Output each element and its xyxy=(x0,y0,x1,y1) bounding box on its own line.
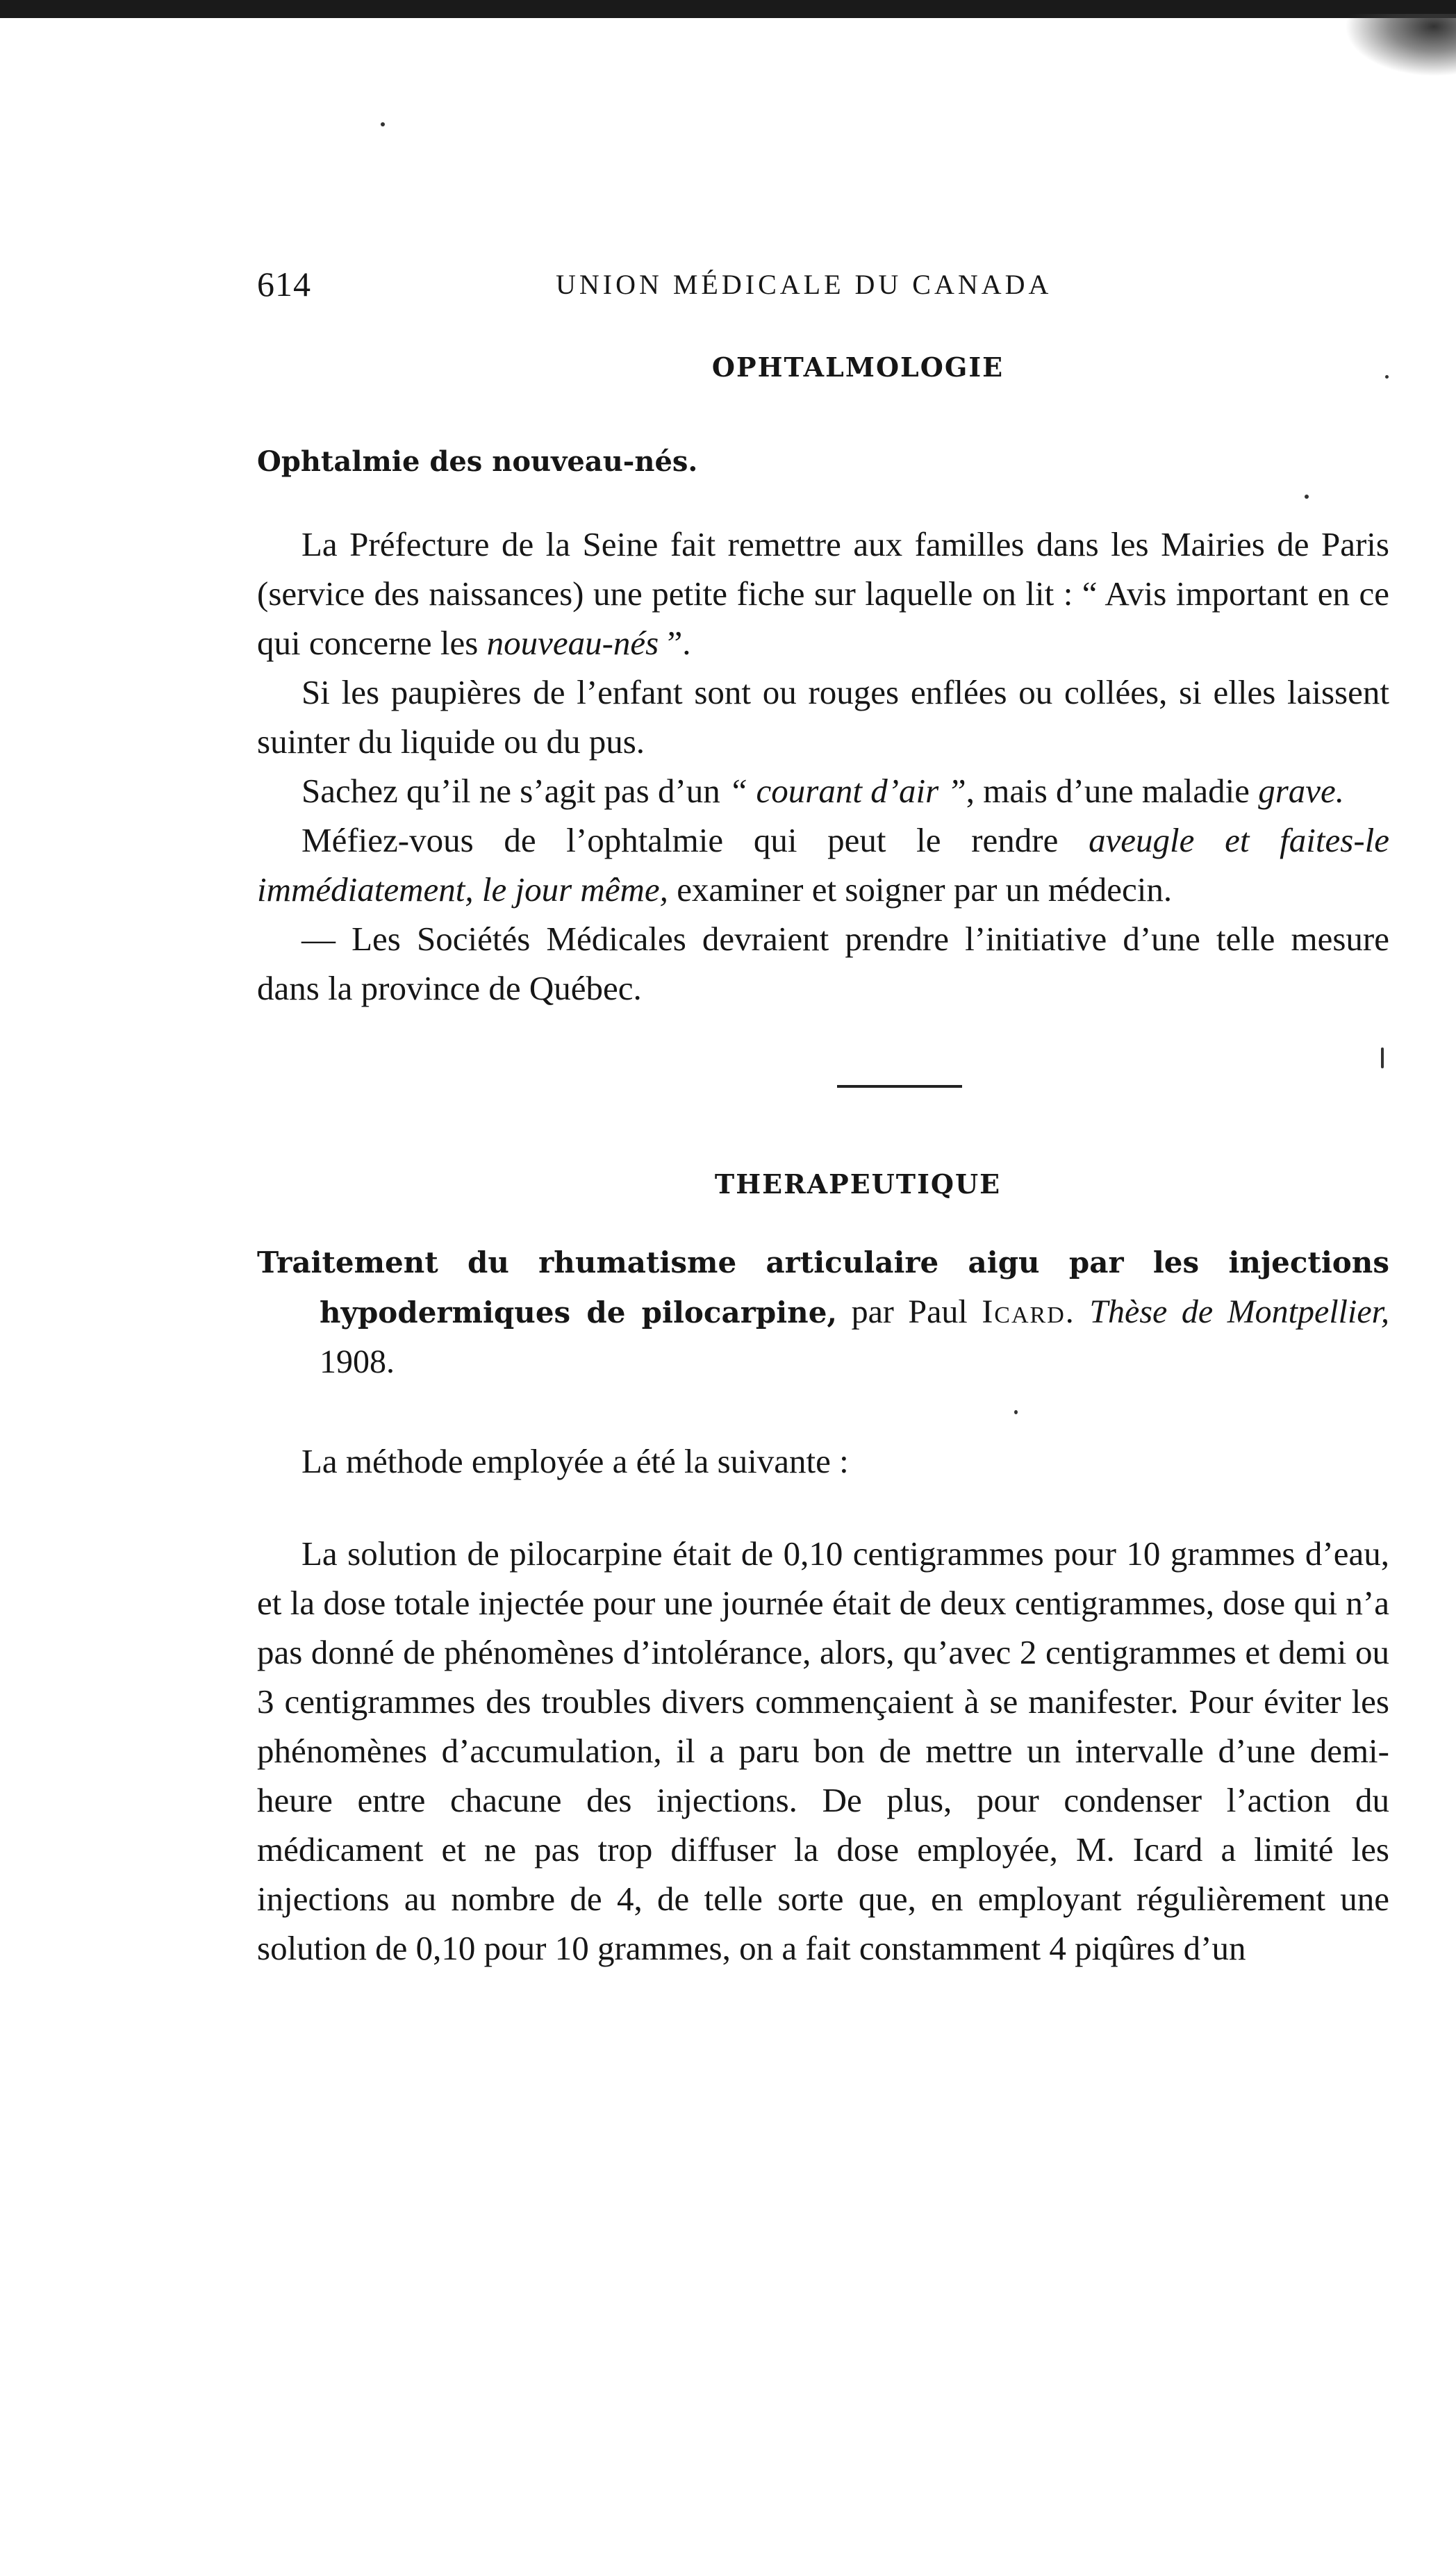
article-byline: par Paul xyxy=(837,1293,982,1330)
article-thesis: Thèse de Montpellier, xyxy=(1075,1293,1389,1330)
article-title-bold: Traitement du rhumatisme articulaire aigu par les injections hypodermiques de pilocarpine, xyxy=(257,1245,1389,1330)
paragraph-text: Méfiez-vous de l’ophtalmie qui peut le rendre xyxy=(301,821,1089,859)
paragraph-text: examiner et soigner par un médecin. xyxy=(668,870,1173,909)
paragraph-italic: aveugle et faites-le immédiatement, le jour même, xyxy=(257,821,1390,909)
paragraph: La solution de pilocarpine était de 0,10 centigrammes pour 10 grammes d’eau, et la dose totale injectée pour une journée était de deux centigrammes, dose qui n’a pas donné de phénomènes d’intolérance, alors, qu’avec 2 centigrammes et demi ou 3 centigrammes des troubles divers commençaient à se manifester. Pour éviter les phénomènes d’accumulation, il a paru bon de mettre un intervalle d’une demi-heure entre chacune des injections. De plus, pour condenser l’action du médicament et ne pas trop diffuser la dose employée, M. Icard a limité les injections au nombre de 4, de telle sorte que, en employant régulièrement une solution de 0,10 pour 10 grammes, on a fait constamment 4 piqûres d’un xyxy=(257,1534,1389,1967)
running-head xyxy=(257,264,1389,313)
document-page xyxy=(257,264,1389,1973)
paragraph-text: La Préfecture de la Seine fait remettre aux familles dans les Mairies de Paris (service des naissances) une petite fiche sur laquelle on lit : “ Avis important en ce qui concerne les xyxy=(257,525,1389,662)
paragraph xyxy=(257,815,1389,914)
paragraph: La méthode employée a été la suivante : xyxy=(301,1442,849,1480)
section-heading-ophtalmologie: OPHTALMOLOGIE xyxy=(711,351,1004,383)
paragraph xyxy=(257,520,1389,668)
paragraph-text: ”. xyxy=(659,624,691,662)
article-author: Icard. xyxy=(982,1293,1075,1330)
page-number: 614 xyxy=(257,265,311,304)
paragraph-italic: nouveau-nés xyxy=(486,624,659,662)
section-heading-therapeutique: THERAPEUTIQUE xyxy=(714,1168,1002,1200)
paragraph-text: Sachez qu’il ne s’agit pas d’un xyxy=(301,772,729,810)
paragraph: Si les paupières de l’enfant sont ou rouges enflées ou collées, si elles laissent suinter du liquide ou du pus. xyxy=(257,673,1389,761)
section-divider xyxy=(837,1085,962,1088)
article-title-ophtalmie: Ophtalmie des nouveau-nés. xyxy=(257,445,698,478)
page-top-border xyxy=(0,0,1456,18)
article-title-traitement xyxy=(257,1239,1389,1388)
paragraph xyxy=(257,766,1389,815)
scan-speck xyxy=(381,122,385,126)
article-year: 1908. xyxy=(320,1343,395,1380)
paragraph-text: , mais d’une maladie xyxy=(966,772,1259,810)
scan-edge-shadow xyxy=(1345,14,1456,76)
paragraph-italic: grave. xyxy=(1258,772,1345,810)
journal-title: UNION MÉDICALE DU CANADA xyxy=(556,269,1052,300)
paragraph: — Les Sociétés Médicales devraient prendre l’initiative d’une telle mesure dans la province de Québec. xyxy=(257,920,1389,1007)
paragraph-italic: “ courant d’air ” xyxy=(729,772,966,810)
